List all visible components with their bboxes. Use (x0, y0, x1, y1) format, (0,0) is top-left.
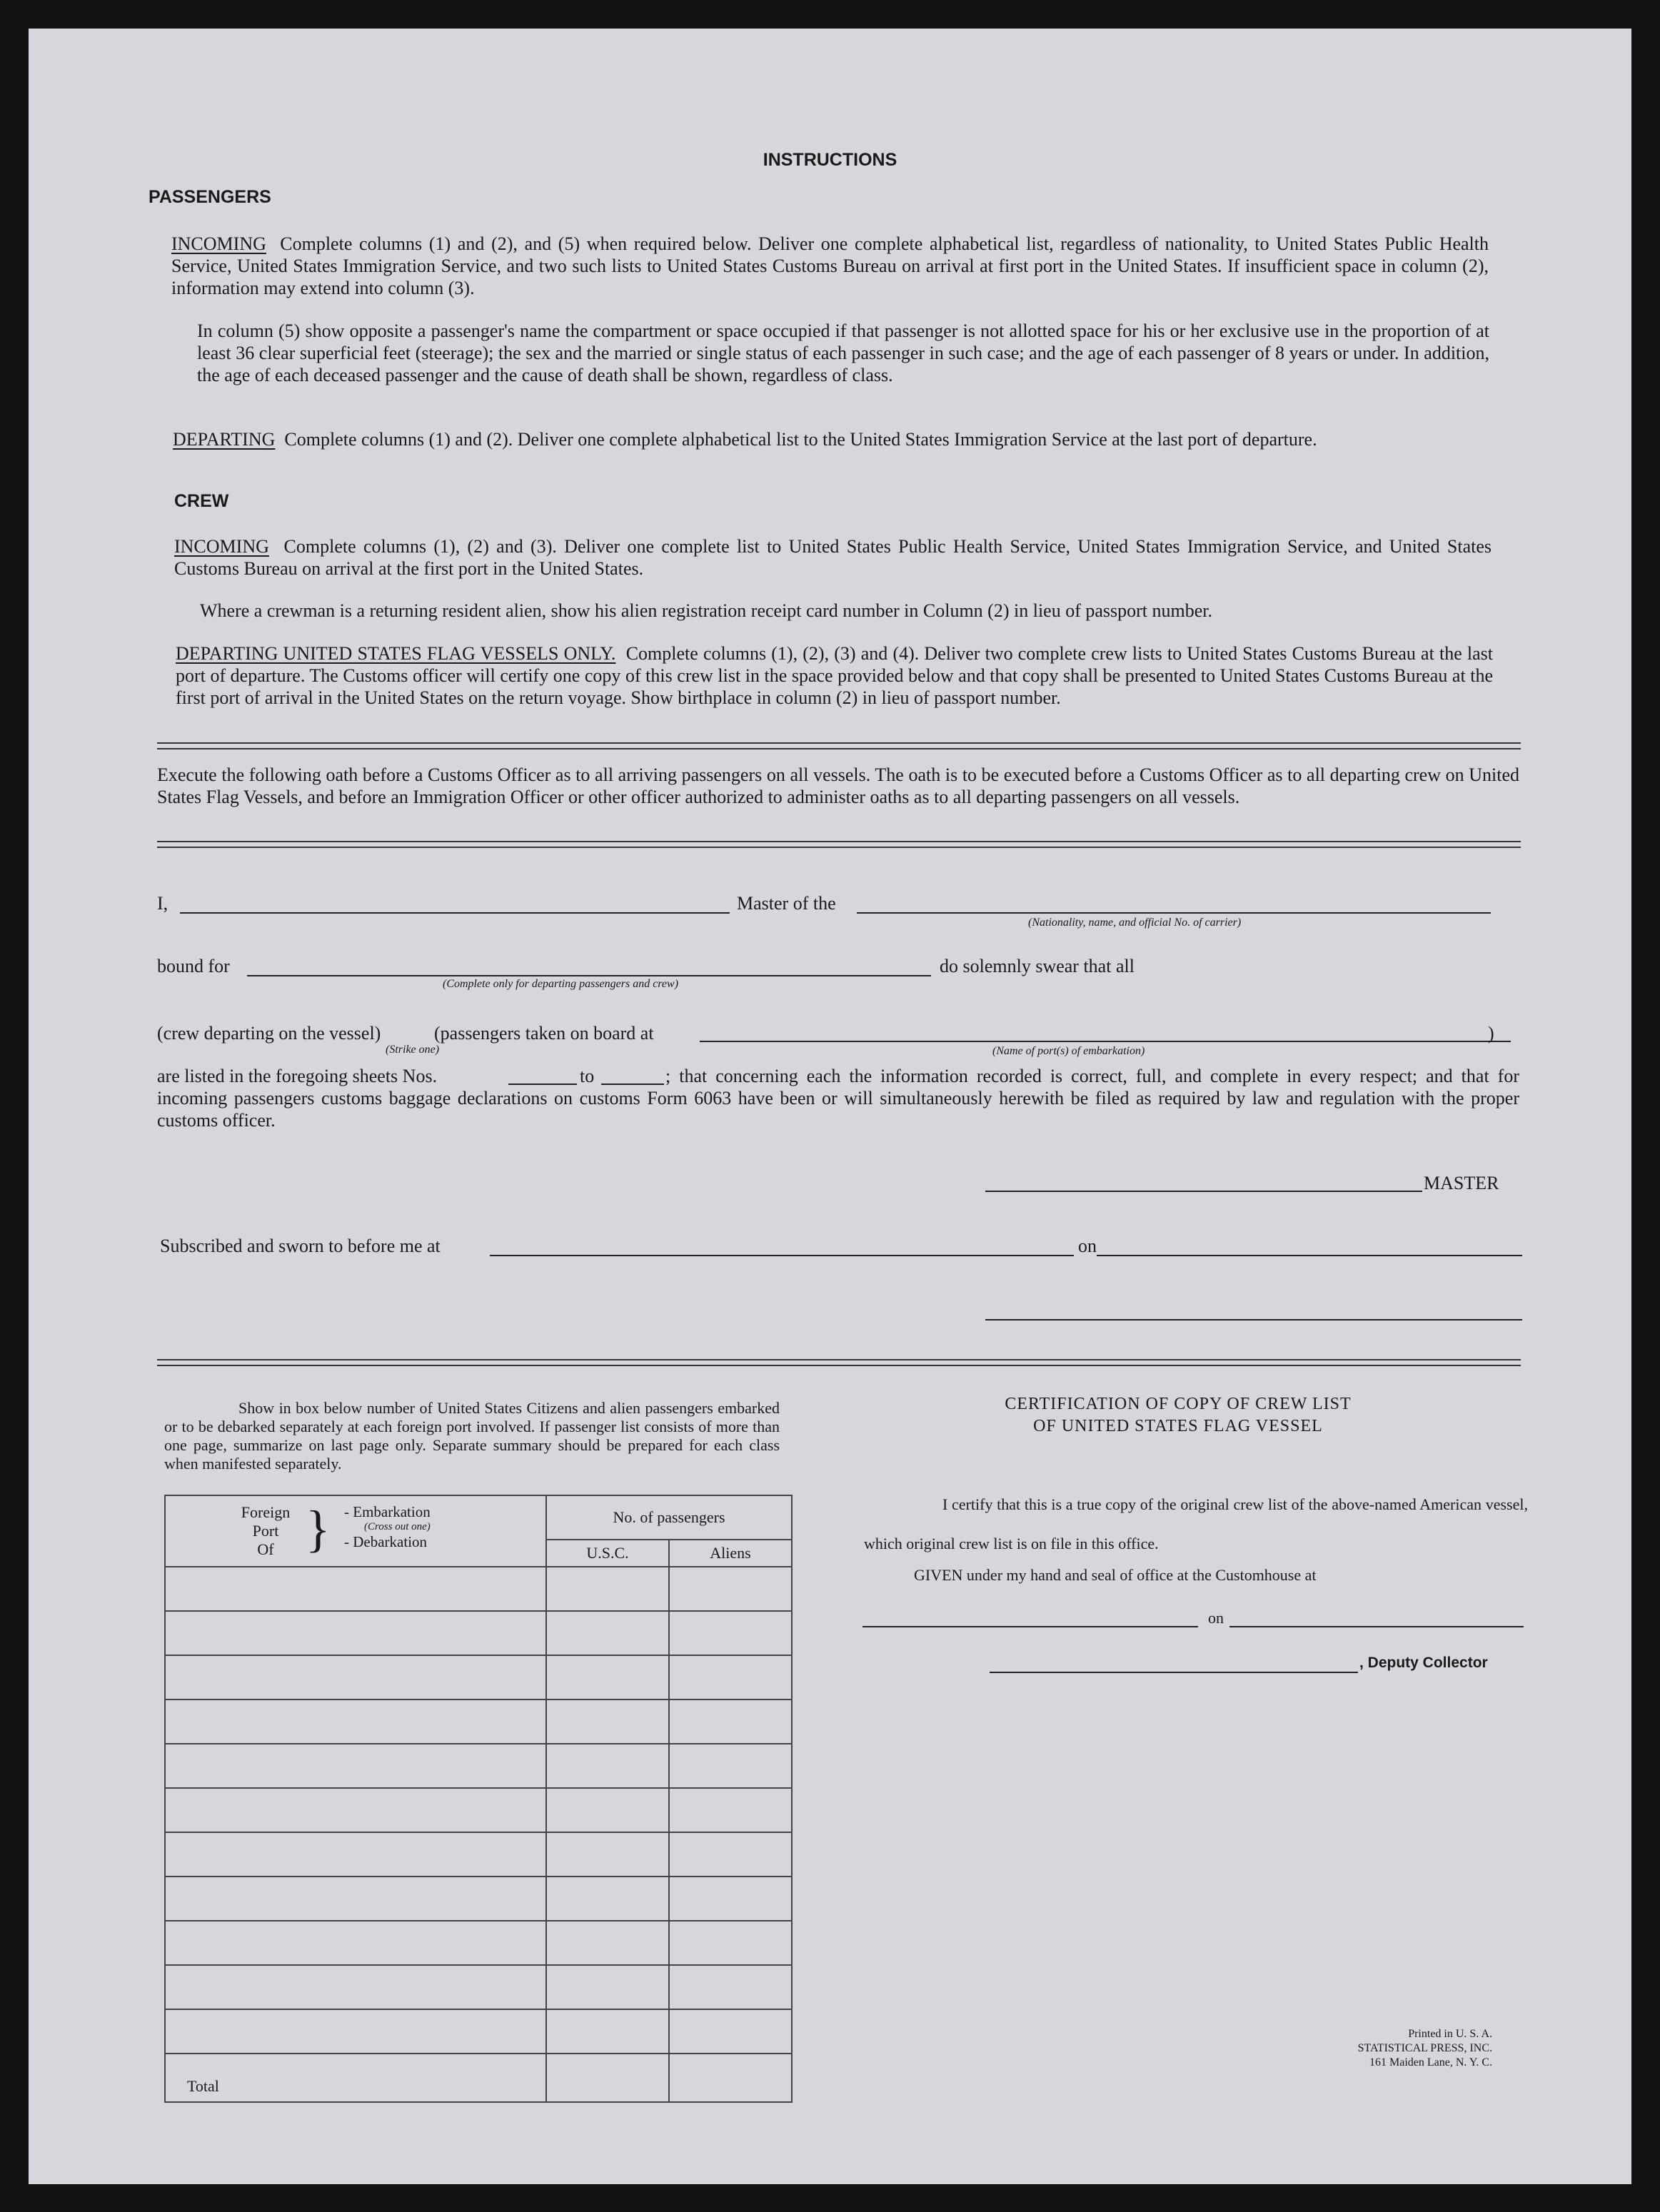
officer-signature-field[interactable] (985, 1319, 1522, 1320)
total-label: Total (165, 2054, 546, 2102)
printer-imprint (1242, 2027, 1492, 2070)
usc-cell[interactable] (546, 1877, 669, 1921)
port-cell[interactable] (165, 1877, 546, 1921)
certification-title-line2: OF UNITED STATES FLAG VESSEL (1033, 1417, 1323, 1435)
crew-departing-paragraph (176, 642, 1493, 709)
table-row (165, 1877, 792, 1921)
table-row (165, 1655, 792, 1700)
crew-resident-paragraph: Where a crewman is a returning resident alien, show his alien registration receipt card number in Column (2) in lieu of passport number. (200, 600, 1213, 621)
instructions-title: INSTRUCTIONS (763, 150, 897, 170)
embarkation-option[interactable]: - Embarkation (344, 1503, 431, 1520)
sworn-on-word: on (1078, 1236, 1097, 1256)
usc-cell[interactable] (546, 1788, 669, 1832)
sworn-date-field[interactable] (1097, 1255, 1522, 1256)
deputy-collector-label: , Deputy Collector (1359, 1655, 1488, 1671)
listed-rest-text: ; that concerning each the information recorded is correct, full, and complete in every respect; and that for incoming passengers customs baggage declarations on customs Form 6063 have been or will simultaneously herewith be filed as required by law and regulation with the proper customs officer. (157, 1066, 1519, 1131)
aliens-cell[interactable] (669, 1877, 792, 1921)
form-sheet (29, 29, 1631, 2184)
aliens-cell[interactable] (669, 2009, 792, 2054)
port-cell[interactable] (165, 1700, 546, 1744)
carrier-field[interactable] (857, 912, 1491, 914)
table-row (165, 1744, 792, 1788)
crew-departing-label: DEPARTING UNITED STATES FLAG VESSELS ONLY. (176, 643, 616, 664)
brace-icon: } (306, 1500, 331, 1557)
port-cell[interactable] (165, 2009, 546, 2054)
sworn-place-field[interactable] (490, 1255, 1074, 1256)
master-of-the-label: Master of the (737, 893, 836, 914)
swear-text: do solemnly swear that all (940, 956, 1135, 976)
aliens-cell[interactable] (669, 1655, 792, 1700)
port-cell[interactable] (165, 1921, 546, 1965)
aliens-cell[interactable] (669, 1567, 792, 1611)
passenger-summary-table (164, 1495, 793, 2103)
port-cell[interactable] (165, 1788, 546, 1832)
customhouse-place-field[interactable] (862, 1626, 1198, 1627)
aliens-cell[interactable] (669, 1788, 792, 1832)
close-paren: ) (1488, 1023, 1494, 1044)
deputy-collector-signature-field[interactable] (990, 1672, 1358, 1673)
table-row (165, 1611, 792, 1655)
cross-out-caption: (Cross out one) (364, 1521, 431, 1532)
section-divider (157, 742, 1521, 749)
foreign-label: Foreign (241, 1503, 291, 1521)
printer-line2: STATISTICAL PRESS, INC. (1357, 2042, 1492, 2054)
aliens-cell[interactable] (669, 1965, 792, 2009)
crew-incoming-text: Complete columns (1), (2) and (3). Deliver one complete list to United States Public Health Service, United States Immigration Service, and United States Customs Bureau on arrival at the first port in the United States. (174, 536, 1492, 579)
table-row (165, 1921, 792, 1965)
port-cell[interactable] (165, 1832, 546, 1877)
no-of-passengers-header: No. of passengers (546, 1495, 792, 1540)
port-cell[interactable] (165, 1611, 546, 1655)
summary-instructions: Show in box below number of United States Citizens and alien passengers embarked or to be debarked separately at each foreign port involved. If passenger list consists of more than one page, summarize on last page only. Separate summary should be prepared for each class when manifested separately. (164, 1399, 780, 1473)
port-cell[interactable] (165, 1744, 546, 1788)
crew-incoming-label: INCOMING (174, 536, 269, 557)
master-label: MASTER (1424, 1173, 1499, 1193)
usc-cell[interactable] (546, 1921, 669, 1965)
ports-caption: (Name of port(s) of embarkation) (992, 1045, 1145, 1057)
aliens-cell[interactable] (669, 1832, 792, 1877)
total-aliens-cell[interactable] (669, 2054, 792, 2102)
foreign-port-header (165, 1495, 546, 1567)
usc-cell[interactable] (546, 1700, 669, 1744)
usc-cell[interactable] (546, 1655, 669, 1700)
passengers-taken-text: (passengers taken on board at (434, 1023, 654, 1044)
certification-title-line1: CERTIFICATION OF COPY OF CREW LIST (1005, 1395, 1352, 1413)
table-row (165, 1965, 792, 2009)
listed-start-text: are listed in the foregoing sheets Nos. (157, 1066, 438, 1086)
total-row (165, 2054, 792, 2102)
passengers-taken-option[interactable] (434, 1022, 654, 1044)
bound-for-field[interactable] (247, 975, 931, 976)
crew-incoming-paragraph (174, 535, 1492, 580)
crew-departing-text: (crew departing on the vessel) (157, 1023, 381, 1044)
of-label: Of (257, 1540, 274, 1558)
master-signature-field[interactable] (985, 1191, 1422, 1192)
table-row (165, 1567, 792, 1611)
passengers-incoming-text: Complete columns (1) and (2), and (5) when required below. Deliver one complete alphabetical list, regardless of nationality, to United States Public Health Service, United States Immigration Service, and two such lists to United States Customs Bureau on arrival at first port in the United States. If insufficient space in column (2), information may extend into column (3). (171, 233, 1489, 298)
table-row (165, 2009, 792, 2054)
to-word: to (580, 1066, 595, 1086)
cert-date-field[interactable] (1229, 1626, 1524, 1627)
usc-cell[interactable] (546, 1965, 669, 2009)
total-usc-cell[interactable] (546, 2054, 669, 2102)
table-row (165, 1832, 792, 1877)
usc-cell[interactable] (546, 1567, 669, 1611)
usc-cell[interactable] (546, 2009, 669, 2054)
passengers-departing-paragraph (173, 428, 1490, 450)
given-text: GIVEN under my hand and seal of office at the Customhouse at (914, 1566, 1317, 1584)
printer-line3: 161 Maiden Lane, N. Y. C. (1369, 2056, 1492, 2069)
debarkation-option[interactable]: - Debarkation (344, 1533, 428, 1550)
crew-departing-option[interactable] (157, 1022, 381, 1044)
strike-one-caption: (Strike one) (386, 1044, 440, 1056)
cert-on-word: on (1208, 1609, 1224, 1627)
table-row (165, 1788, 792, 1832)
oath-i-label: I, (157, 893, 168, 914)
usc-cell[interactable] (546, 1611, 669, 1655)
aliens-cell[interactable] (669, 1921, 792, 1965)
printer-line1: Printed in U. S. A. (1408, 2028, 1492, 2040)
aliens-cell[interactable] (669, 1611, 792, 1655)
embarkation-ports-field[interactable] (700, 1041, 1511, 1042)
master-name-field[interactable] (180, 912, 730, 914)
usc-cell[interactable] (546, 1832, 669, 1877)
oath-intro-paragraph: Execute the following oath before a Customs Officer as to all arriving passengers on all vessels. The oath is to be executed before a Customs Officer as to all departing crew on United States Flag Vessels, and before an Immigration Officer or other officer authorized to administer oaths as to all departing passengers on all vessels. (157, 764, 1519, 807)
port-cell[interactable] (165, 1567, 546, 1611)
certify-text: I certify that this is a true copy of the original crew list of the above-named American vessel, which original crew list is on file in this office. (864, 1495, 1528, 1552)
port-cell[interactable] (165, 1965, 546, 2009)
crew-departing-text: Complete columns (1), (2), (3) and (4). Deliver two complete crew lists to United States Customs Bureau at the last port of departure. The Customs officer will certify one copy of this crew list in the space provided below and that copy shall be presented to United States Customs Bureau at the first port of arrival in the United States on the return voyage. Show birthplace in column (2) in lieu of passport number. (176, 643, 1494, 708)
section-divider (157, 1359, 1521, 1366)
usc-cell[interactable] (546, 1744, 669, 1788)
passengers-heading: PASSENGERS (149, 187, 271, 207)
bound-for-caption: (Complete only for departing passengers and crew) (443, 978, 679, 990)
section-divider (157, 841, 1521, 848)
table-row (165, 1700, 792, 1744)
aliens-cell[interactable] (669, 1700, 792, 1744)
aliens-header: Aliens (669, 1540, 792, 1567)
port-cell[interactable] (165, 1655, 546, 1700)
passengers-incoming-label: INCOMING (171, 233, 266, 254)
port-label: Port (252, 1522, 279, 1540)
passengers-incoming-paragraph (171, 233, 1489, 299)
crew-heading: CREW (174, 491, 229, 511)
carrier-caption: (Nationality, name, and official No. of carrier) (1028, 916, 1242, 929)
usc-header: U.S.C. (546, 1540, 669, 1567)
passengers-departing-text: Complete columns (1) and (2). Deliver one complete alphabetical list to the United States Immigration Service at the last port of departure. (284, 429, 1317, 450)
aliens-cell[interactable] (669, 1744, 792, 1788)
subscribed-text: Subscribed and sworn to before me at (160, 1236, 441, 1256)
bound-for-label: bound for (157, 956, 230, 976)
passengers-column5-paragraph: In column (5) show opposite a passenger's name the compartment or space occupied if that passenger is not allotted space for his or her exclusive use in the proportion of at least 36 clear superficial feet (steerage); the sex and the married or single status of each passenger in such case; and the age of each passenger of 8 years or under. In addition, the age of each deceased passenger and the cause of death shall be shown, regardless of class. (197, 320, 1489, 385)
passengers-departing-label: DEPARTING (173, 429, 276, 450)
